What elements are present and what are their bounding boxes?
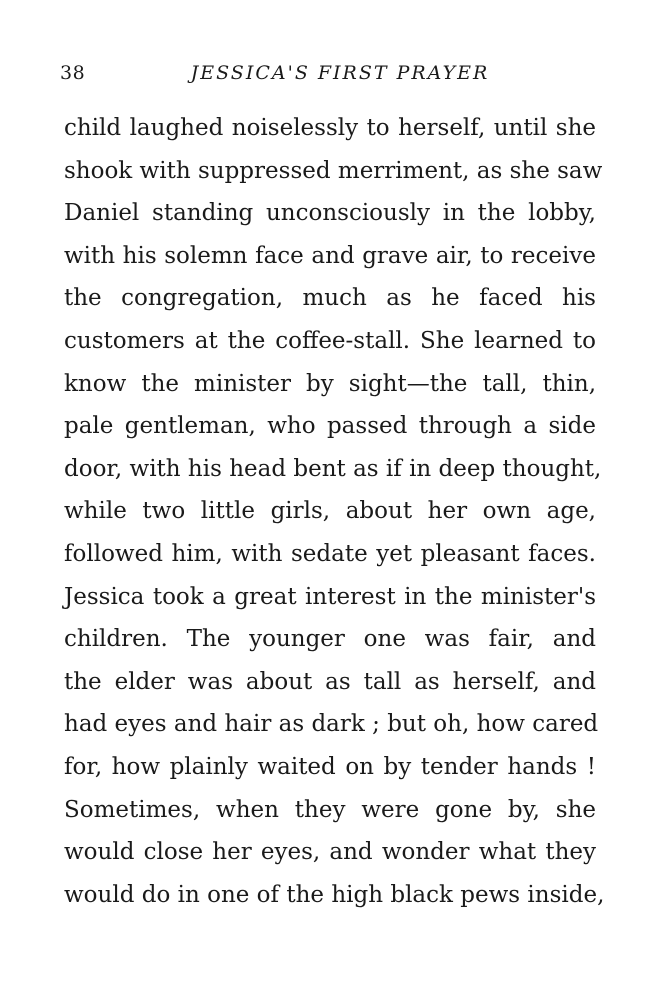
text-line: would close her eyes, and wonder what they — [64, 839, 596, 866]
text-line: pale gentleman, who passed through a side — [64, 413, 596, 440]
text-line: Daniel standing unconsciously in the lobby, — [64, 200, 596, 227]
running-head — [60, 62, 600, 86]
text-line: Sometimes, when they were gone by, she — [64, 796, 596, 823]
page-number: 38 — [60, 62, 86, 84]
text-line: the elder was about as tall as herself, and — [64, 668, 596, 695]
text-line: shook with suppressed merriment, as she saw — [64, 157, 603, 184]
text-line: door, with his head bent as if in deep thought, — [64, 455, 602, 482]
text-line: children. The younger one was fair, and — [64, 626, 596, 653]
running-title: JESSICA'S FIRST PRAYER — [190, 62, 490, 84]
text-line: child laughed noiselessly to herself, until she — [64, 115, 596, 141]
text-line: had eyes and hair as dark ; but oh, how cared — [64, 711, 599, 738]
text-line: followed him, with sedate yet pleasant faces. — [64, 540, 596, 567]
text-line: know the minister by sight—the tall, thin, — [64, 370, 596, 397]
text-line: while two little girls, about her own age, — [64, 498, 596, 525]
body-text — [64, 107, 605, 916]
text-line: customers at the coffee-stall. She learned to — [64, 327, 596, 354]
text-line: Jessica took a great interest in the minister's — [64, 583, 596, 610]
text-line: would do in one of the high black pews inside, — [64, 881, 605, 908]
text-line: the congregation, much as he faced his — [64, 285, 596, 312]
text-line: with his solemn face and grave air, to receive — [64, 242, 596, 269]
text-line: for, how plainly waited on by tender hands ! — [64, 753, 596, 780]
